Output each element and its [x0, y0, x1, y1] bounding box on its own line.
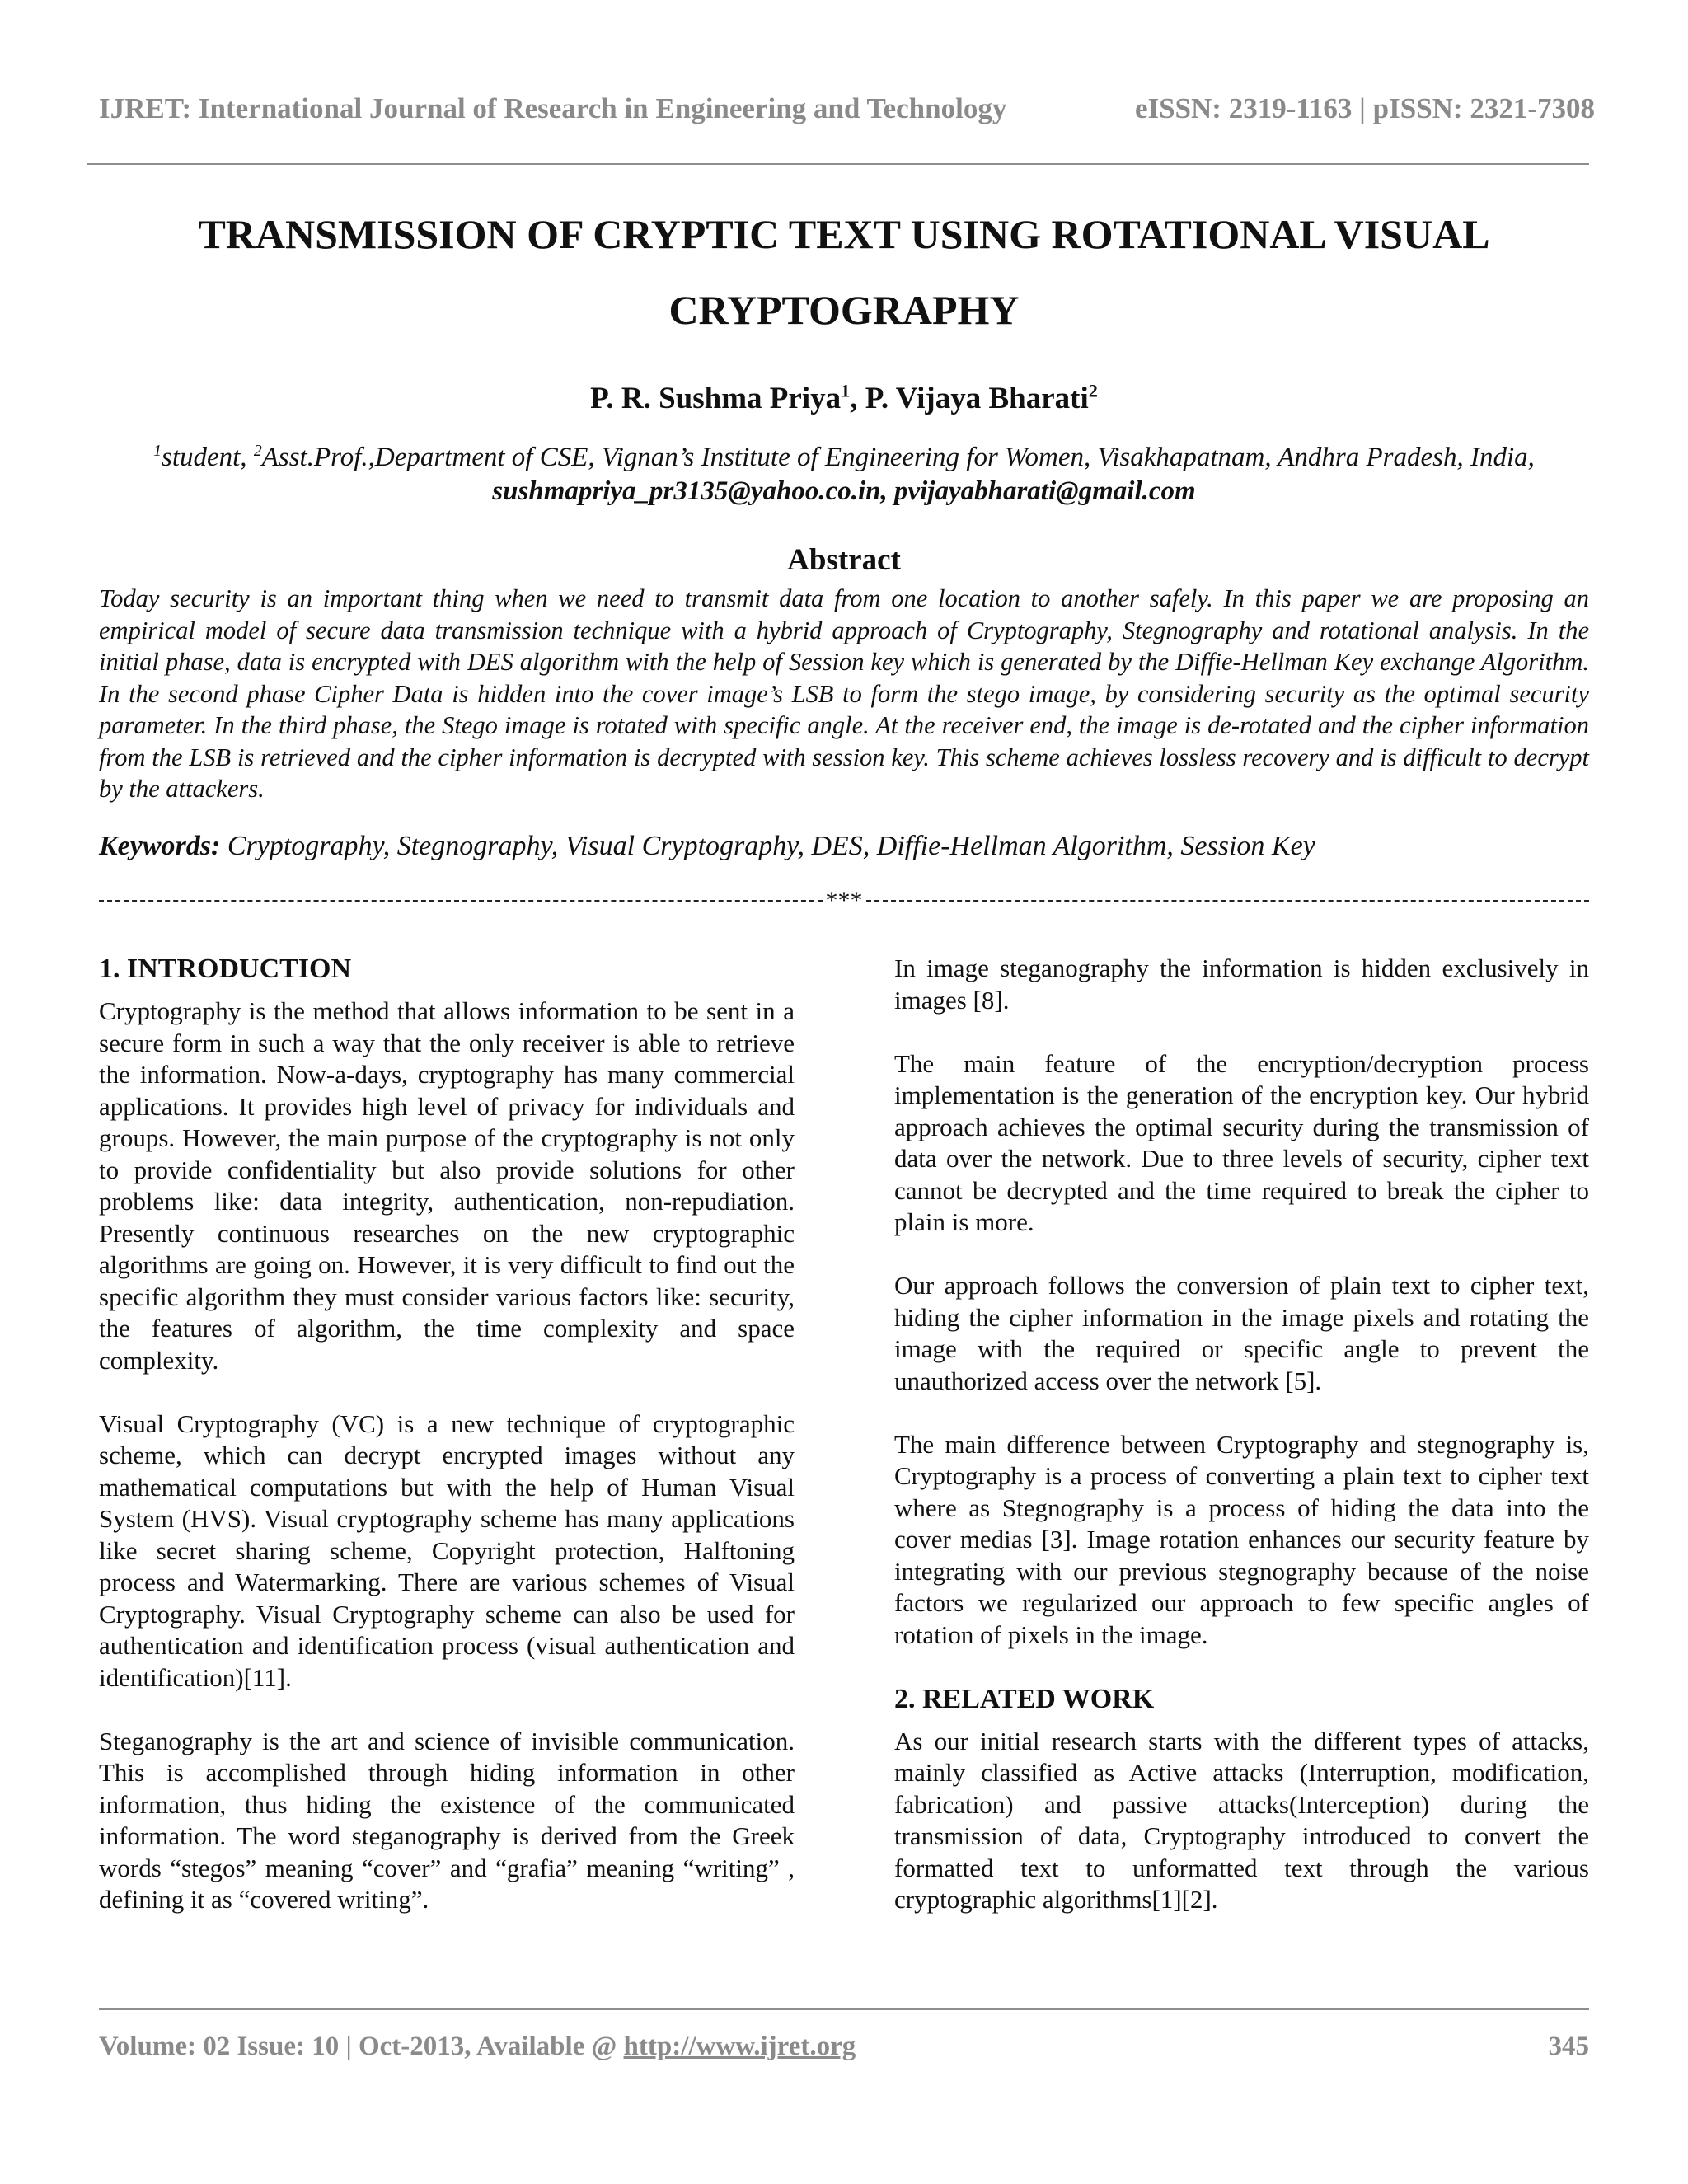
affiliation: [91, 441, 1597, 509]
author-2-mark: 2: [1088, 380, 1098, 401]
author-separator: ,: [850, 382, 865, 415]
abstract-heading: Abstract: [787, 543, 901, 577]
section-heading-related-work: 2. RELATED WORK: [894, 1683, 1155, 1714]
page-number: 345: [1548, 2032, 1589, 2061]
keywords-text: Cryptography, Stegnography, Visual Cryptography, DES, Diffie-Hellman Algorithm, Session Key: [220, 831, 1315, 861]
volume-info: Volume: 02 Issue: 10 | Oct-2013, Available @: [99, 2032, 624, 2061]
issn-numbers: eISSN: 2319-1163 | pISSN: 2321-7308: [1134, 92, 1595, 124]
affiliation-text: Asst.Prof.,Department of CSE, Vignan’s Institute of Engineering for Women, Visakhapatnam, Andhra Pradesh, India,: [261, 443, 1535, 472]
journal-url-link[interactable]: http://www.ijret.org: [623, 2032, 856, 2061]
paragraph: Steganography is the art and science of invisible communication. This is accomplished through hiding information in other information, thus hiding the existence of the communicated information. The word steganography is derived from the Greek words “stegos” meaning “cover” and “grafia” meaning “writing” , defining it as “covered writing”.: [99, 1726, 795, 1914]
paragraph: The main difference between Cryptography and stegnography is, Cryptography is a process of converting a plain text to cipher text where as Stegnography is a process of hiding the data into the cover medias [3]. Image rotation enhances our security feature by integrating with our previous stegnography because of the noise factors we regularized our approach to few specific angles of rotation of pixels in the image.: [894, 1429, 1589, 1649]
paragraph: The main feature of the encryption/decryption process implementation is the generation of the encryption key. Our hybrid approach achieves the optimal security during the transmission of data over the network. Due to three levels of security, cipher text cannot be decrypted and the time required to break the cipher to plain is more.: [894, 1048, 1589, 1236]
affiliation-mark-2: 2: [253, 442, 262, 460]
paragraph: Cryptography is the method that allows information to be sent in a secure form in such a way that the only receiver is able to retrieve the information. Now-a-days, cryptography has many commercial applications. It provides high level of privacy for individuals and groups. However, the main purpose of the cryptography is not only to provide confidentiality but also provide solutions for other problems like: data integrity, authentication, non-repudiation. Presently continuous researches on the new cryptographic algorithms are going on. However, it is very difficult to find out the specific algorithm they must consider various factors like: security, the features of algorithm, the time complexity and space complexity.: [99, 996, 795, 1375]
keywords-line: [99, 831, 1589, 862]
running-header: [99, 92, 1595, 125]
section-heading-introduction: 1. INTRODUCTION: [99, 954, 352, 984]
paragraph: In image steganography the information is hidden exclusively in images [8].: [894, 954, 1589, 1015]
footer-rule: [99, 2008, 1589, 2010]
right-column: [894, 953, 1589, 1947]
author-emails[interactable]: sushmapriya_pr3135@yahoo.co.in, pvijayabharati@gmail.com: [492, 476, 1196, 506]
page-footer: [99, 2032, 1589, 2062]
affiliation-role: student,: [161, 443, 254, 472]
section-separator: [99, 887, 1589, 915]
affiliation-mark-1: 1: [153, 442, 162, 460]
author-1-mark: 1: [841, 380, 851, 401]
abstract-text: Today security is an important thing when we need to transmit data from one location to another safely. In this paper we are proposing an empirical model of secure data transmission technique with a hybrid approach of Cryptography, Stegnography and rotational analysis. In the initial phase, data is encrypted with DES algorithm with the help of Session key which is generated by the Diffie-Hellman Key exchange Algorithm. In the second phase Cipher Data is hidden into the cover image’s LSB to form the stego image, by considering security as the optimal security parameter. In the third phase, the Stego image is rotated with specific angle. At the receiver end, the image is de-rotated and the cipher information from the LSB is retrieved and the cipher information is decrypted with session key. This scheme achieves lossless recovery and is difficult to decrypt by the attackers.: [99, 584, 1589, 803]
paper-title: TRANSMISSION OF CRYPTIC TEXT USING ROTATIONAL VISUAL CRYPTOGRAPHY: [198, 211, 1490, 333]
paragraph: As our initial research starts with the different types of attacks, mainly classified as Active attacks (Interruption, modification, fabrication) and passive attacks(Interception) during the transmission of data, Cryptography introduced to convert the formatted text to unformatted text through the various cryptographic algorithms[1][2].: [894, 1726, 1589, 1914]
journal-name: IJRET: International Journal of Research in Engineering and Technology: [99, 92, 1007, 124]
author-2: P. Vijaya Bharati: [865, 382, 1089, 415]
separator-stars: ***: [825, 887, 863, 914]
paragraph: Our approach follows the conversion of plain text to cipher text, hiding the cipher information in the image pixels and rotating the image with the required or specific angle to prevent the unauthorized access over the network [5].: [894, 1271, 1589, 1395]
header-rule: [87, 163, 1589, 165]
left-column: [99, 953, 795, 1947]
author-line: [0, 381, 1688, 416]
separator-dash-right: [866, 900, 1590, 902]
keywords-label: Keywords:: [99, 831, 221, 861]
separator-dash-left: [99, 900, 823, 902]
paragraph: Visual Cryptography (VC) is a new technique of cryptographic scheme, which can decrypt encrypted images without any mathematical computations but with the help of Human Visual System (HVS). Visual cryptography scheme has many applications like secret sharing scheme, Copyright protection, Halftoning process and Watermarking. There are various schemes of Visual Cryptography. Visual Cryptography scheme can also be used for authentication and identification process (visual authentication and identification)[11].: [99, 1408, 795, 1692]
author-1: P. R. Sushma Priya: [590, 382, 842, 415]
